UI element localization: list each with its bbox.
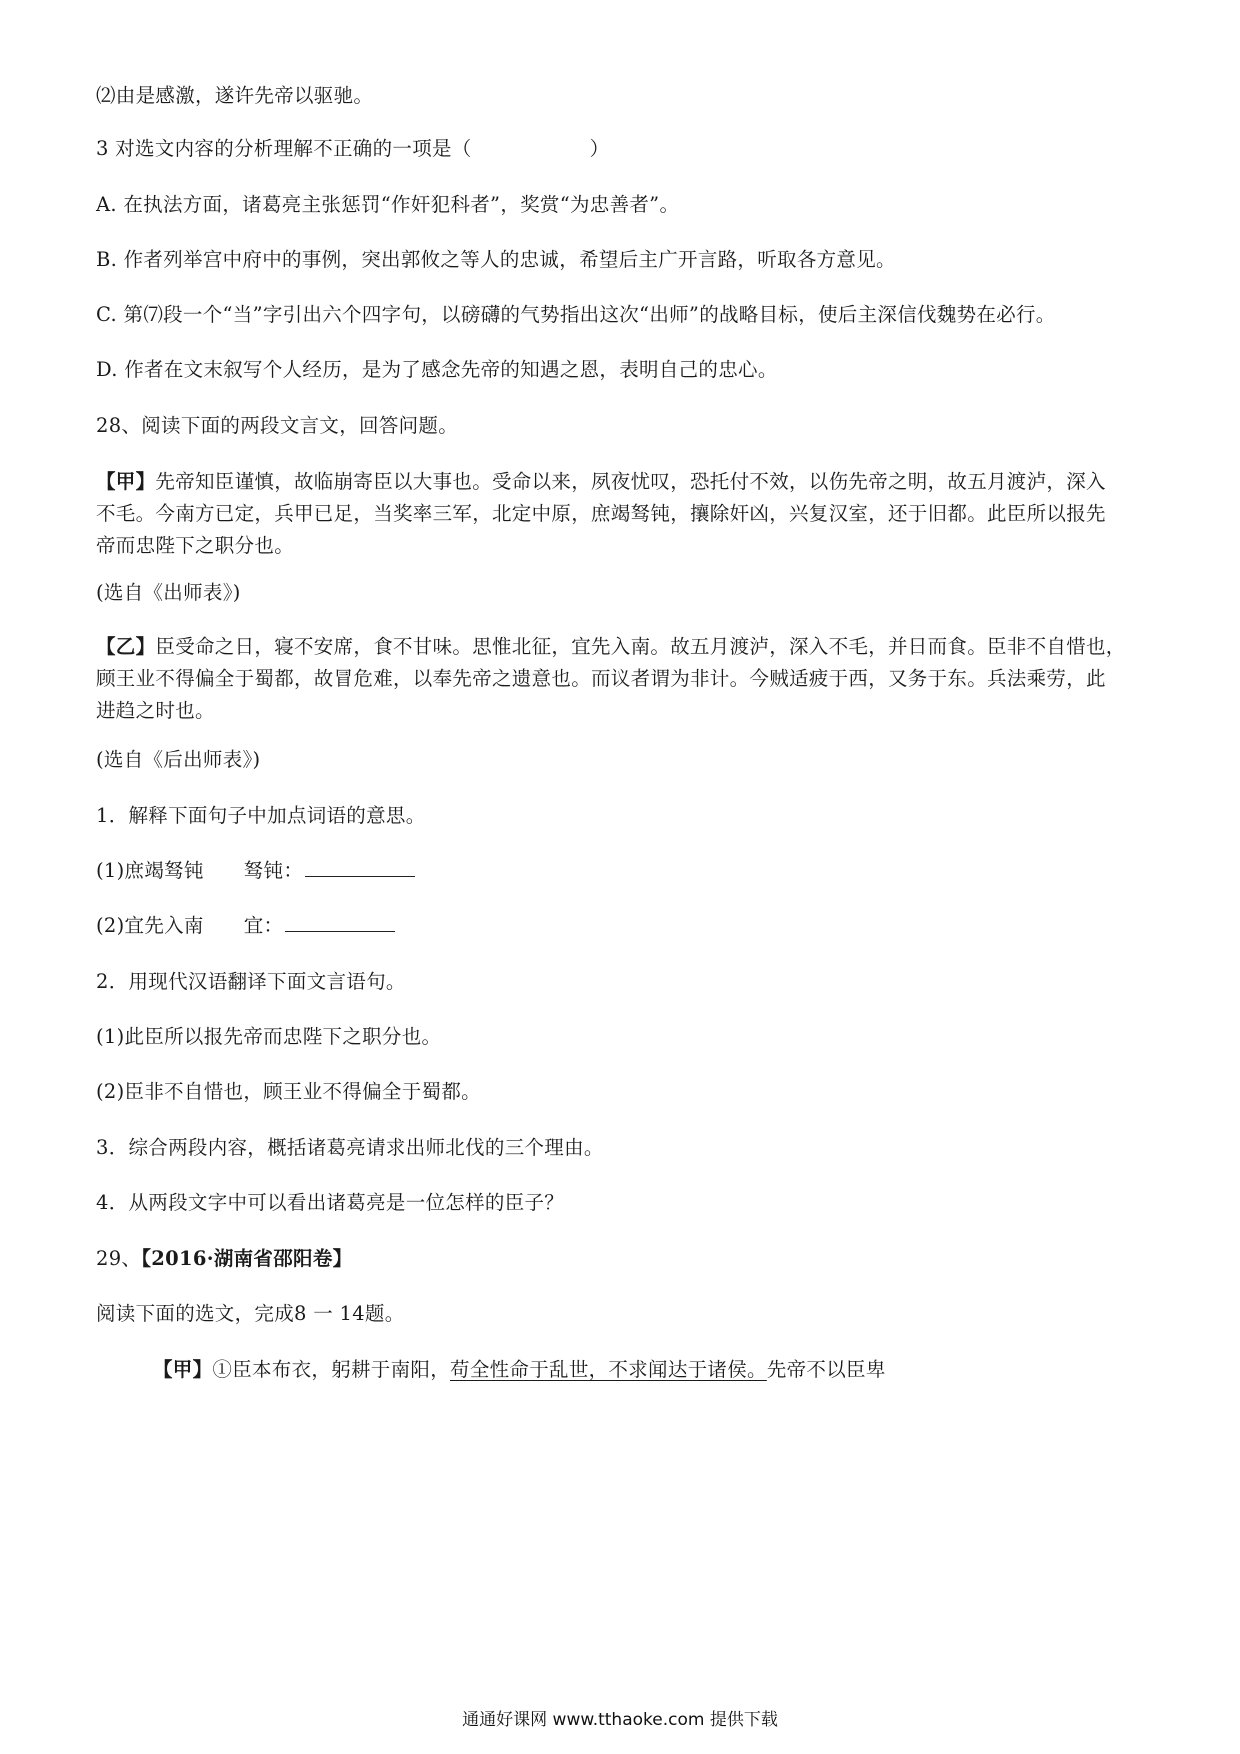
option-c: C. 第⑺段一个“当”字引出六个四字句，以磅礴的气势指出这次“出师”的战略目标，使后主深信伐魏势在必行。	[96, 303, 1056, 326]
passage-line: 进趋之时也。	[96, 699, 215, 722]
exam-source: 【2016·湖南省邵阳卷】	[141, 1247, 353, 1270]
sub-question-4: 4．从两段文字中可以看出诸葛亮是一位怎样的臣子？	[96, 1191, 565, 1214]
source-note: (选自《后出师表》)	[96, 748, 261, 771]
question-28: 28、阅读下面的两段文言文，回答问题。	[96, 414, 459, 437]
passage-jia	[96, 466, 1156, 562]
sub-question-2-2: (2)臣非不自惜也，顾王业不得偏全于蜀都。	[96, 1080, 481, 1103]
sub-question-1-2	[96, 910, 1156, 942]
passage-label: 【甲】	[96, 470, 156, 493]
answer-blank	[305, 858, 415, 877]
passage-line: 顾王业不得偏全于蜀都，故冒危难，以奉先帝之遗意也。而议者谓为非计。今贼适疲于西，又务于东。兵法乘劳，此	[96, 667, 1106, 690]
text-line: ⑵由是感激，遂许先帝以驱驰。	[96, 84, 374, 107]
sub-question-1: 1．解释下面句子中加点词语的意思。	[96, 804, 426, 827]
passage-yi	[96, 631, 1156, 727]
option-a: A. 在执法方面，诸葛亮主张惩罚“作奸犯科者”，奖赏“为忠善者”。	[96, 193, 680, 216]
phrase: (2)宜先入南	[96, 914, 204, 937]
passage-line: 不毛。今南方已定，兵甲已足，当奖率三军，北定中原，庶竭驽钝，攘除奸凶，兴复汉室，还于旧都。此臣所以报先	[96, 502, 1106, 525]
option-d: D. 作者在文末叙写个人经历，是为了感念先帝的知遇之恩，表明自己的忠心。	[96, 358, 778, 381]
answer-blank	[285, 913, 395, 932]
passage-text: ①臣本布衣，躬耕于南阳，	[212, 1358, 451, 1381]
question-3-text: 3 对选文内容的分析理解不正确的一项是（	[96, 137, 472, 160]
passage-line: 帝而忠陛下之职分也。	[96, 534, 295, 557]
question-3-close: ）	[589, 137, 610, 160]
passage-label: 【甲】	[153, 1358, 213, 1381]
sub-question-1-1	[96, 855, 1156, 887]
passage-text: 先帝不以臣卑	[766, 1358, 886, 1381]
passage-line: 臣受命之日，寝不安席，食不甘味。思惟北征，宜先入南。故五月渡泸，深入不毛，并日而食。臣非不自惜也，	[155, 635, 1126, 658]
underlined-sentence: 苟全性命于乱世，不求闻达于诸侯。	[450, 1358, 767, 1381]
word-label: 宜：	[243, 914, 284, 937]
passage-label: 【乙】	[96, 635, 156, 658]
question-3	[96, 133, 1156, 165]
passage-start	[153, 1354, 1213, 1386]
question-29-instruction: 阅读下面的选文，完成8 一 14题。	[96, 1302, 405, 1325]
sub-question-2: 2．用现代汉语翻译下面文言语句。	[96, 970, 406, 993]
question-29	[96, 1243, 1156, 1275]
passage-line: 先帝知臣谨慎，故临崩寄臣以大事也。受命以来，夙夜忧叹，恐托付不效，以伤先帝之明，故五月渡泸，深入	[155, 470, 1106, 493]
source-note: (选自《出师表》)	[96, 581, 241, 604]
word-label: 驽钝：	[243, 859, 304, 882]
sub-question-2-1: (1)此臣所以报先帝而忠陛下之职分也。	[96, 1025, 442, 1048]
phrase: (1)庶竭驽钝	[96, 859, 204, 882]
sub-question-3: 3．综合两段内容，概括诸葛亮请求出师北伐的三个理由。	[96, 1136, 604, 1159]
option-b: B. 作者列举宫中府中的事例，突出郭攸之等人的忠诚，希望后主广开言路，听取各方意见。	[96, 248, 896, 271]
question-number: 29、	[96, 1247, 142, 1270]
page-footer: 通通好课网 www.tthaoke.com 提供下载	[462, 1710, 778, 1730]
